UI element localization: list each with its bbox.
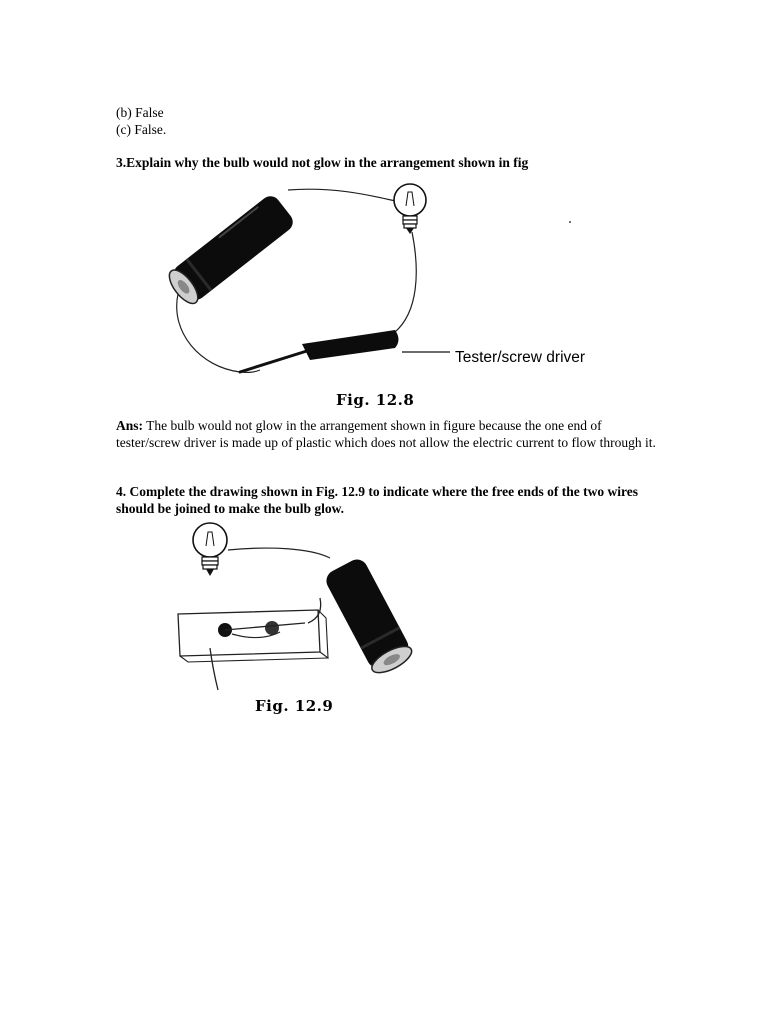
answer-3-text: The bulb would not glow in the arrangement shown in figure because the one end of tester/screw driver is made up of plastic which does not allow the electric current to flow through it. bbox=[116, 418, 656, 451]
question-3: 3.Explain why the bulb would not glow in the arrangement shown in fig bbox=[116, 155, 529, 170]
figure-12-9-circuit bbox=[170, 518, 430, 693]
figure-12-8-caption: Fig. 12.8 bbox=[336, 391, 415, 409]
answer-b: (b) False bbox=[116, 105, 164, 120]
tester-label: Tester/screw driver bbox=[455, 349, 586, 366]
answer-label: Ans: bbox=[116, 418, 144, 433]
question-4: 4. Complete the drawing shown in Fig. 12.9 to indicate where the free ends of the two wires should be joined to make the bulb glow. bbox=[116, 484, 638, 517]
figure-12-9-caption: Fig. 12.9 bbox=[255, 697, 334, 715]
answer-3 bbox=[116, 417, 656, 452]
answer-c: (c) False. bbox=[116, 122, 167, 137]
